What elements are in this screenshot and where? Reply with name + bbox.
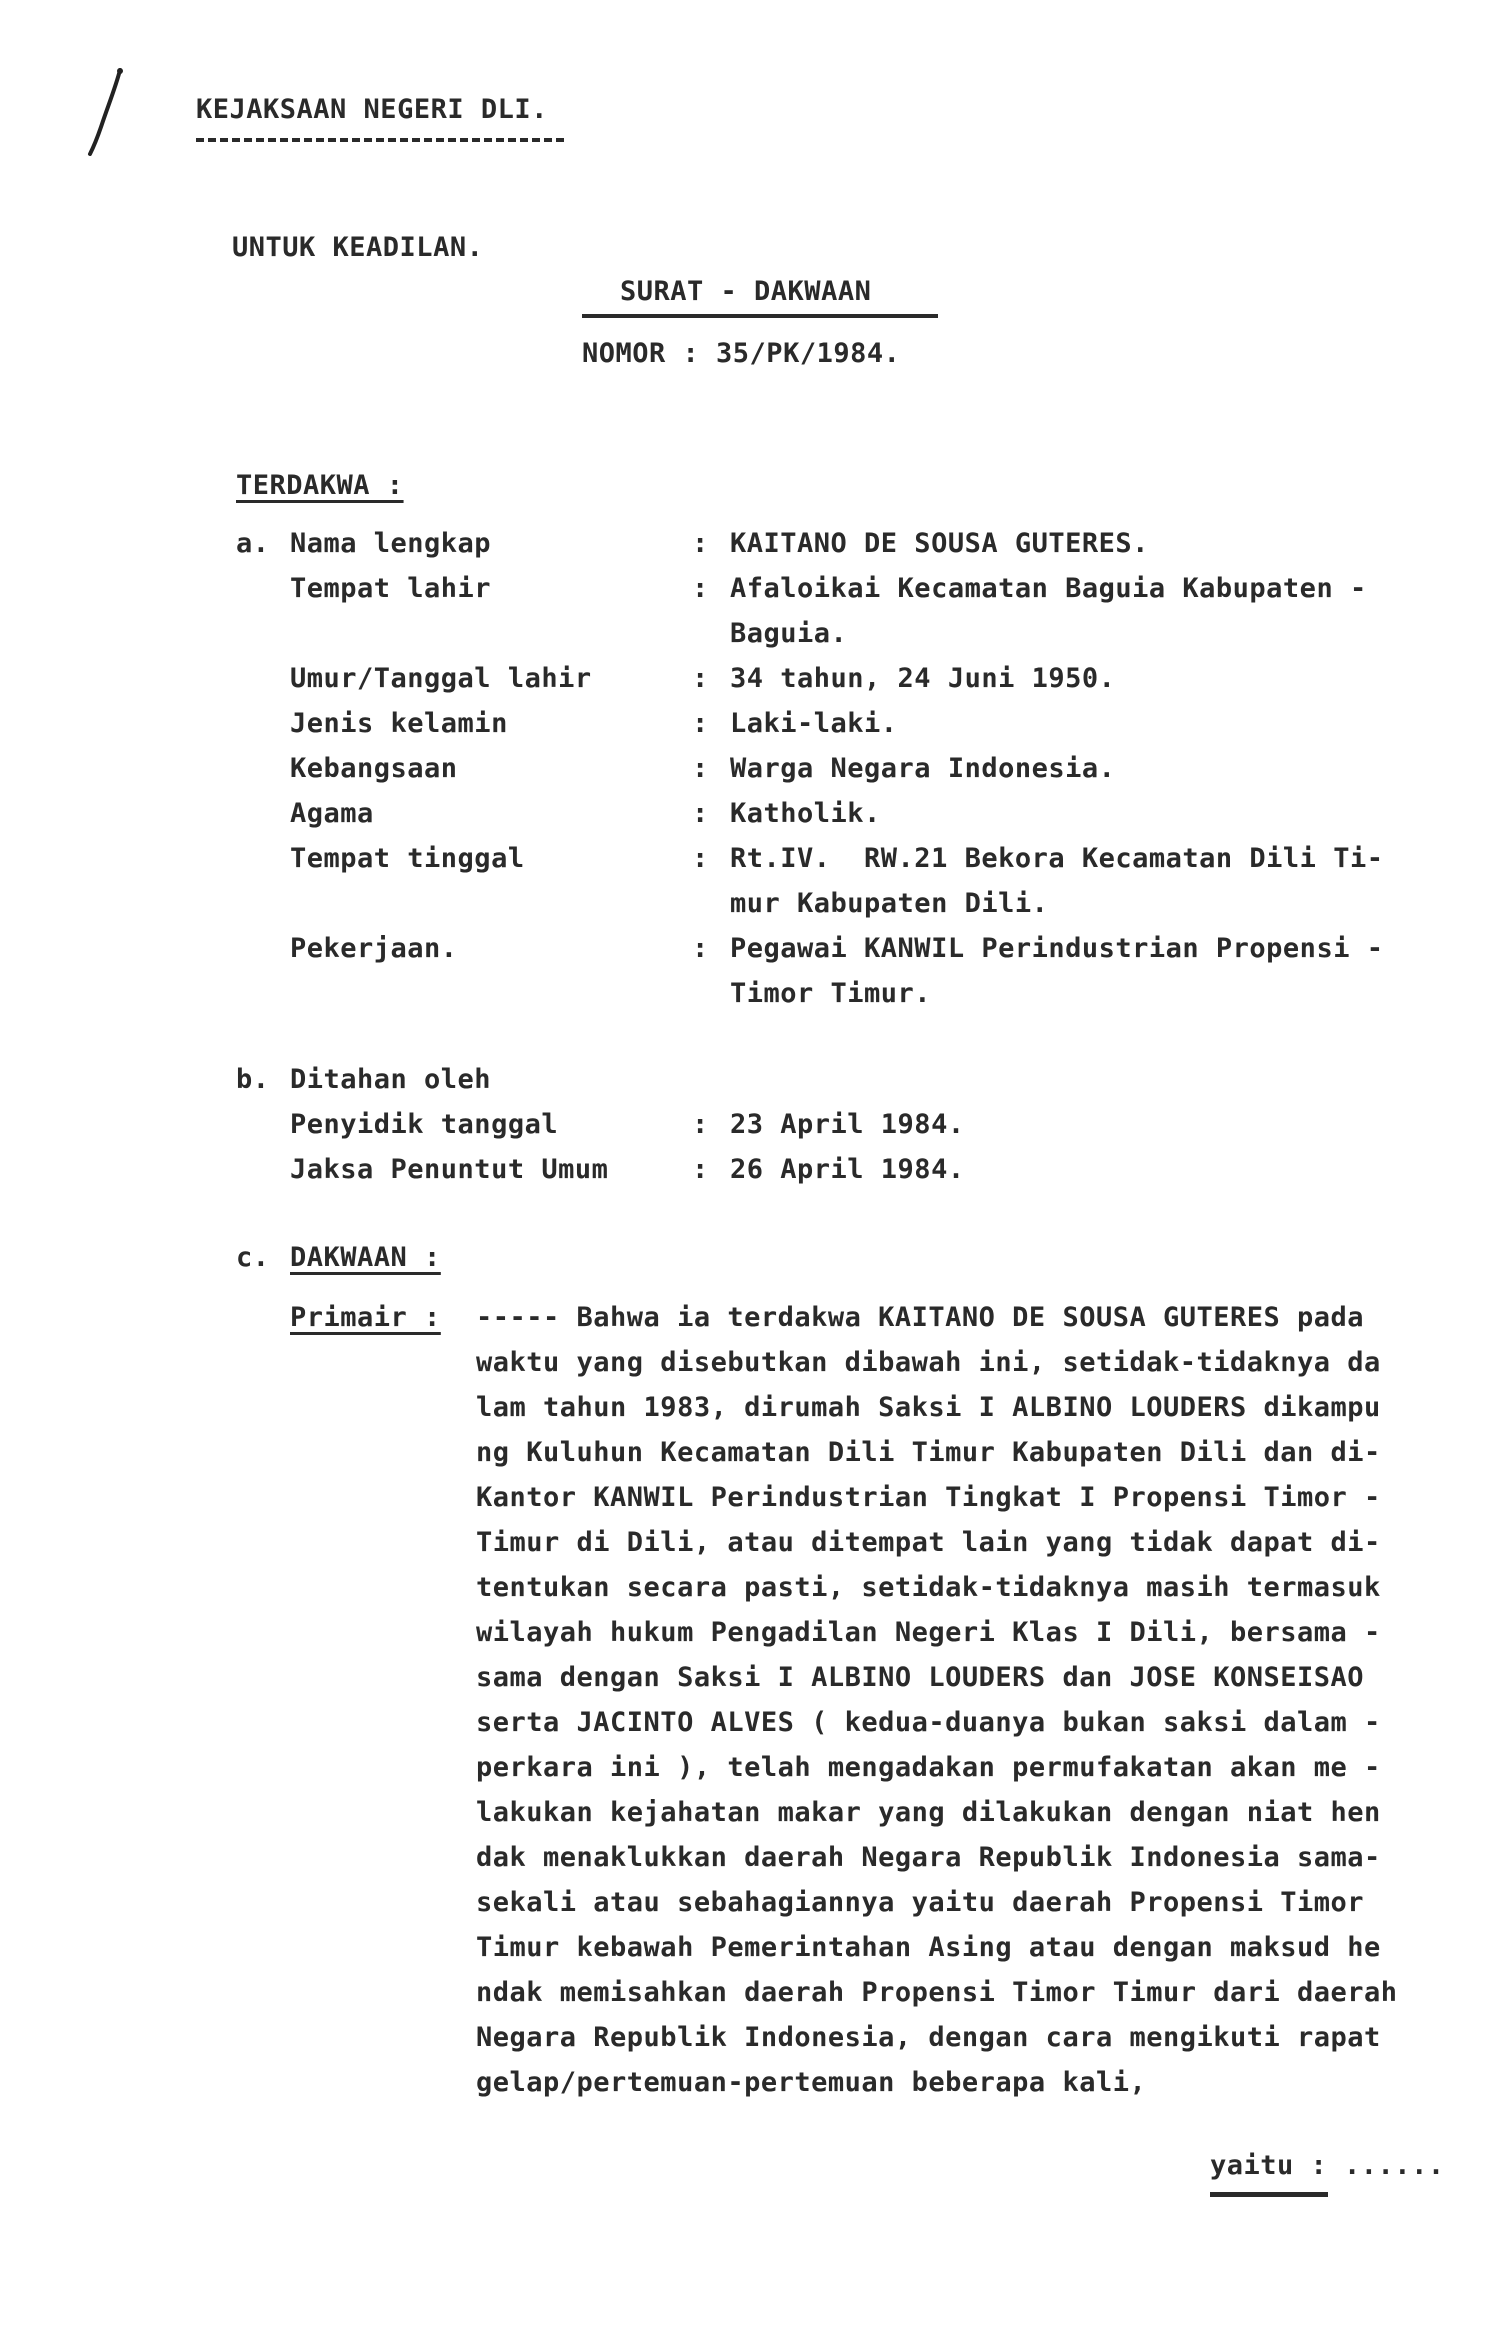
row-value: KAITANO DE SOUSA GUTERES.	[730, 528, 1149, 559]
for-justice-label: UNTUK KEADILAN.	[232, 232, 484, 263]
section-c-letter: c.	[236, 1242, 270, 1273]
indictment-line: sama dengan Saksi I ALBINO LOUDERS dan JOSE KONSEISAO	[476, 1662, 1365, 1693]
row-label: Pekerjaan.	[290, 933, 458, 964]
section-a-letter: a.	[236, 528, 270, 559]
row-colon: :	[692, 708, 709, 739]
defendant-heading: TERDAKWA :	[236, 470, 404, 501]
indictment-line: ng Kuluhun Kecamatan Dili Timur Kabupaten Dili dan di-	[476, 1437, 1381, 1468]
row-label: Penyidik tanggal	[290, 1109, 559, 1140]
document-number: NOMOR : 35/PK/1984.	[582, 338, 901, 369]
indictment-line: lakukan kejahatan makar yang dilakukan dengan niat hen	[476, 1797, 1381, 1828]
row-value: Rt.IV. RW.21 Bekora Kecamatan Dili Ti-	[730, 843, 1384, 874]
indictment-line: Kantor KANWIL Perindustrian Tingkat I Propensi Timor -	[476, 1482, 1381, 1513]
indictment-line: Timur kebawah Pemerintahan Asing atau dengan maksud he	[476, 1932, 1381, 1963]
section-b-letter: b.	[236, 1064, 270, 1095]
row-colon: :	[692, 753, 709, 784]
continuation-rule	[1210, 2192, 1328, 2197]
continuation-marker: yaitu : ......	[1210, 2150, 1445, 2181]
indictment-line: perkara ini ), telah mengadakan permufakatan akan me -	[476, 1752, 1381, 1783]
row-colon: :	[692, 933, 709, 964]
row-value-continued: mur Kabupaten Dili.	[730, 888, 1049, 919]
primair-label: Primair :	[290, 1302, 441, 1333]
row-value-continued: Baguia.	[730, 618, 848, 649]
indictment-line: tentukan secara pasti, setidak-tidaknya masih termasuk	[476, 1572, 1381, 1603]
row-label: Tempat lahir	[290, 573, 492, 604]
indictment-line: Timur di Dili, atau ditempat lain yang tidak dapat di-	[476, 1527, 1381, 1558]
indictment-heading: DAKWAAN :	[290, 1242, 441, 1273]
row-colon: :	[692, 1154, 709, 1185]
indictment-line: wilayah hukum Pengadilan Negeri Klas I Dili, bersama -	[476, 1617, 1381, 1648]
indictment-line: waktu yang disebutkan dibawah ini, setidak-tidaknya da	[476, 1347, 1381, 1378]
row-value-continued: Timor Timur.	[730, 978, 932, 1009]
row-label: Agama	[290, 798, 374, 829]
row-label: Jenis kelamin	[290, 708, 508, 739]
indictment-line: dak menaklukkan daerah Negara Republik Indonesia sama-	[476, 1842, 1381, 1873]
row-label: Jaksa Penuntut Umum	[290, 1154, 609, 1185]
row-label: Nama lengkap	[290, 528, 492, 559]
row-value: Laki-laki.	[730, 708, 898, 739]
indictment-line: serta JACINTO ALVES ( kedua-duanya bukan saksi dalam -	[476, 1707, 1381, 1738]
detention-heading: Ditahan oleh	[290, 1064, 492, 1095]
row-value: Pegawai KANWIL Perindustrian Propensi -	[730, 933, 1384, 964]
indictment-line: gelap/pertemuan-pertemuan beberapa kali,	[476, 2067, 1147, 2098]
row-colon: :	[692, 528, 709, 559]
office-name: KEJAKSAAN NEGERI DLI.	[196, 94, 548, 125]
row-colon: :	[692, 573, 709, 604]
indictment-first-line: ----- Bahwa ia terdakwa KAITANO DE SOUSA GUTERES pada	[476, 1302, 1365, 1333]
row-value: 26 April 1984.	[730, 1154, 965, 1185]
row-label: Kebangsaan	[290, 753, 458, 784]
indictment-line: lam tahun 1983, dirumah Saksi I ALBINO LOUDERS dikampu	[476, 1392, 1381, 1423]
header-rule	[196, 138, 564, 142]
document-title: SURAT - DAKWAAN	[620, 276, 872, 307]
row-value: Warga Negara Indonesia.	[730, 753, 1116, 784]
row-label: Umur/Tanggal lahir	[290, 663, 592, 694]
indictment-line: sekali atau sebahagiannya yaitu daerah Propensi Timor	[476, 1887, 1365, 1918]
row-colon: :	[692, 843, 709, 874]
row-colon: :	[692, 663, 709, 694]
row-colon: :	[692, 798, 709, 829]
title-rule	[582, 314, 938, 318]
row-value: 23 April 1984.	[730, 1109, 965, 1140]
row-value: Afaloikai Kecamatan Baguia Kabupaten -	[730, 573, 1367, 604]
indictment-line: Negara Republik Indonesia, dengan cara mengikuti rapat	[476, 2022, 1381, 2053]
row-label: Tempat tinggal	[290, 843, 525, 874]
row-colon: :	[692, 1109, 709, 1140]
margin-pen-mark	[86, 66, 126, 156]
indictment-line: ndak memisahkan daerah Propensi Timor Timur dari daerah	[476, 1977, 1398, 2008]
row-value: 34 tahun, 24 Juni 1950.	[730, 663, 1116, 694]
row-value: Katholik.	[730, 798, 881, 829]
